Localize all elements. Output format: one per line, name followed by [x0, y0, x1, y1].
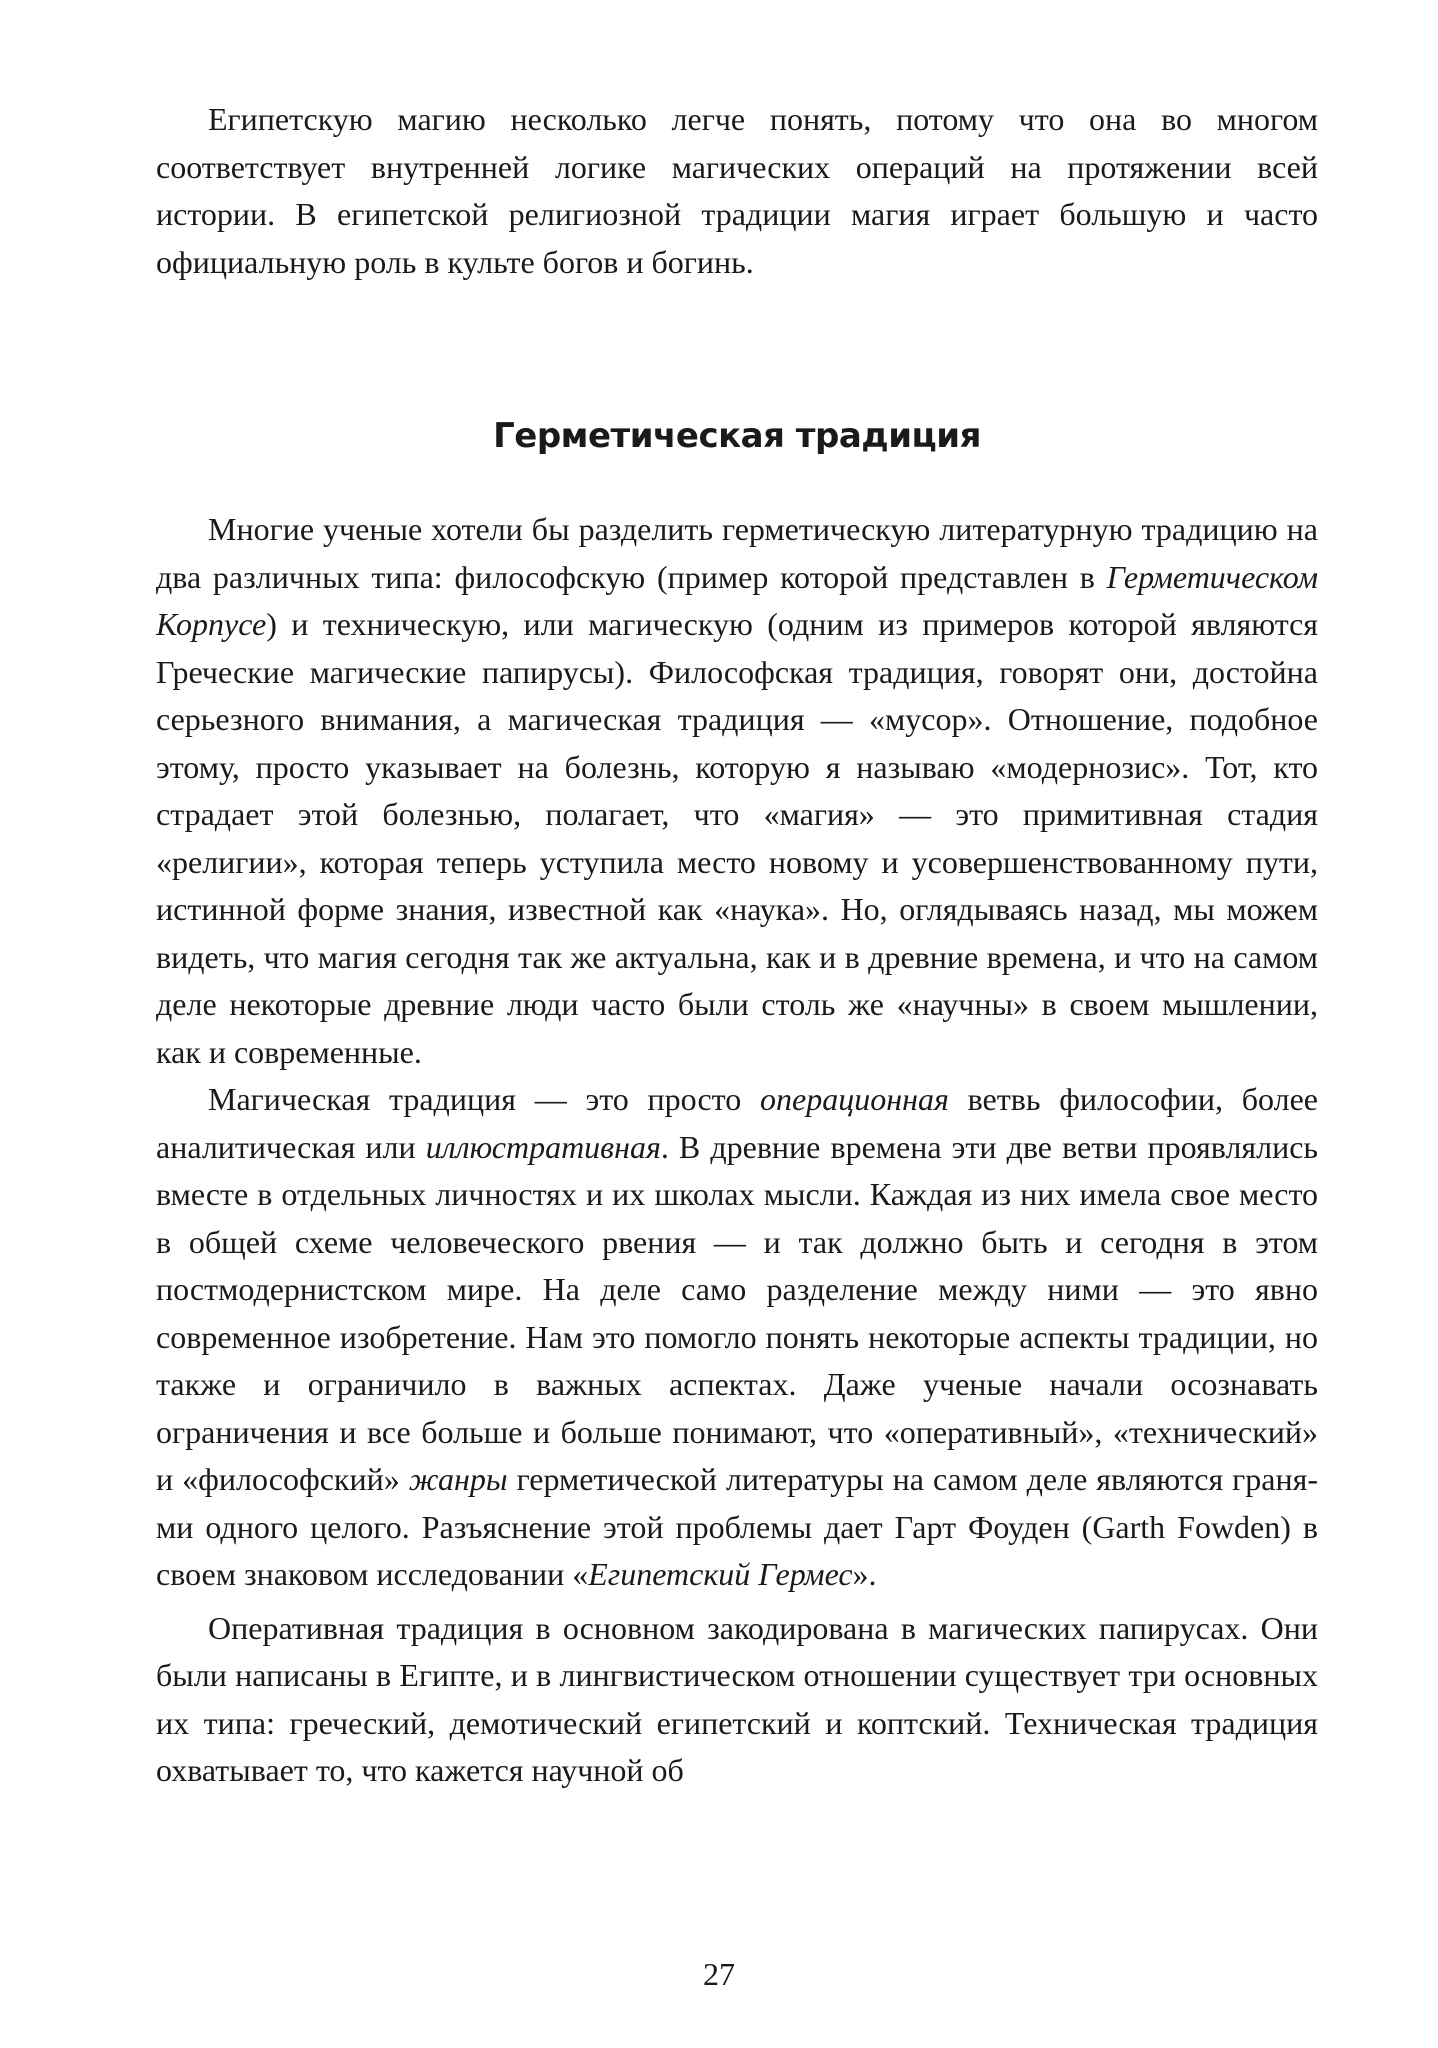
italic-book-title: Египетский Гермес	[588, 1556, 853, 1592]
paragraph-egyptian-magic: Египетскую магию несколько легче понять, потому что она во многом соответствует внутренней логике магических операций на протяжении всей истории. В египетской религиозной традиции магия играет большую и часто официальную роль в культе богов и богинь.	[156, 101, 1318, 280]
italic-term: операционная	[760, 1081, 949, 1117]
text-run: герметической литературы на самом деле являются гранями одного целого. Разъяснение этой проблемы дает Гарт Фоуден (Garth Fowden) в своем знаковом исследовании «	[156, 1461, 1318, 1592]
paragraph-magical-tradition	[156, 1076, 1318, 1599]
paragraph-hermetic-division	[156, 506, 1318, 1076]
text-run: . В древние времена эти две ветви проявлялись вместе в отдельных личностях и их школах мысли. Каждая из них имела свое место в общей схеме человеческого рвения — и так должно быть и сегодня в этом постмодернистском мире. На деле само разделение между ними — это явно современное изобретение. Нам это помогло понять некоторые аспекты традиции, но также и ограничило в важных аспектах. Даже ученые начали осознавать ограничения и все больше и больше понимают, что «оперативный», «технический» и «философский»	[156, 1128, 1319, 1497]
text-run: ) и техническую, или магическую (одним из примеров которой являются Греческие магические папирусы). Философская традиция, говорят они, достойна серьезного внимания, а магическая традиция — «мусор». Отношение, подобное этому, просто указывает на болезнь, которую я называю «модернозис». Тот, кто страдает этой болезнью, полагает, что «магия» — это примитивная стадия «религии», которая теперь уступила место новому и усовершенствованному пути, истинной форме знания, известной как «наука». Но, оглядываясь назад, мы можем видеть, что магия сегодня так же актуальна, как и в древние времена, и что на самом деле некоторые древние люди часто были столь же «научны» в своем мышлении, как и современные.	[156, 606, 1318, 1070]
paragraph-operative-tradition: Оперативная традиция в основном закодирована в магических папирусах. Они были написаны в Египте, и в лингвистическом отношении существует три основных их типа: греческий, демотический египетский и коптский. Техническая традиция охватывает то, что кажется научной об	[156, 1609, 1318, 1788]
spacer	[156, 286, 1318, 413]
italic-term: жанры	[408, 1461, 508, 1497]
italic-book-title: Герметическом Корпусе	[156, 558, 1318, 642]
text-run: ветвь философии, более аналитическая или	[156, 1081, 1319, 1165]
page-number: 27	[703, 1956, 735, 1992]
spacer	[156, 460, 1318, 506]
text-run: ».	[852, 1556, 877, 1592]
italic-term: иллюстративная	[425, 1128, 661, 1165]
text-run: Магическая традиция — это просто	[208, 1081, 760, 1117]
page-body	[156, 96, 1318, 1795]
text-run: Многие ученые хотели бы разделить герметическую литературную традицию на два различных типа: философскую (пример которой представлен в	[156, 511, 1318, 595]
section-heading: Герметическая традиция	[493, 416, 981, 456]
